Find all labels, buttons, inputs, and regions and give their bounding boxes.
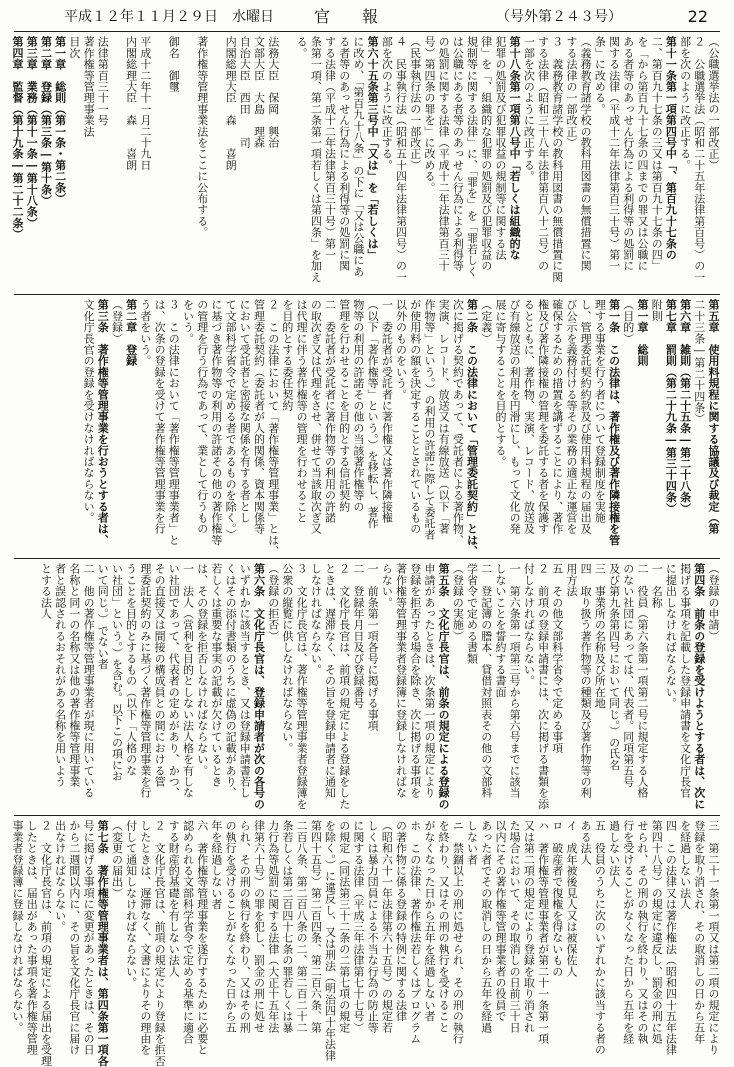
text-line: ニ 禁錮以上の刑に処せられ、その刑の執行 (451, 820, 465, 1044)
text-line: に関する法律（平成三年法律第七十七号） (351, 820, 365, 1033)
text-line: がなくなった日から五年を経過しない者 (422, 820, 436, 1022)
text-line: 理委託契約のみに基づく著作権等管理事業を行 (138, 563, 152, 799)
tier-divider-3 (14, 815, 720, 816)
text-line: ２ 文化庁長官は、前項の規定により登録を拒否 (153, 820, 167, 1067)
text-line: 学省令で定める書類 (465, 563, 479, 664)
text-line: （昭和六十一年法律第六十五号）の規定若 (380, 820, 394, 1033)
text-line: 附則 (650, 299, 664, 322)
text-line: は代理に伴う著作権等の管理を行わせること (295, 299, 309, 523)
text-line: 又は第二項の規定により登録を取り消され (522, 820, 536, 1033)
text-line: （目的） (621, 299, 635, 344)
text-line: 及び第九条第四号において同じ。）の氏名 (607, 563, 621, 771)
text-line (109, 36, 123, 290)
text-line: 第七章 罰則（第二十九条―第三十四条） (664, 299, 678, 514)
text-line: 一 前条第一項各号に掲げる事項 (366, 563, 380, 731)
tier-divider-2 (14, 558, 720, 559)
text-line: う者をいう。 (138, 299, 152, 367)
text-line: 法律第百三十一号 (96, 36, 110, 126)
text-line: とする法人 (39, 563, 53, 619)
text-line: 公衆の縦覧に供しなければならない。 (280, 563, 294, 754)
text-line: 行を受けることがなくなった日から五年を経 (621, 820, 635, 1044)
text-line: ３ 文化庁長官は、著作権等管理事業者登録簿を (295, 563, 309, 810)
text-line: 内閣総理大臣 森 喜朗 (124, 36, 138, 171)
header-issue-number: （号外第２４３号） (496, 9, 622, 25)
text-line: （民事執行法の一部改正） (408, 36, 422, 171)
text-line: 平成十二年十一月二十九日 (138, 36, 152, 171)
text-line: ある者等のあっせん行為による利得等の処罰に (621, 36, 635, 272)
text-line: 第二条 この法律において「管理委託契約」とは、 (465, 299, 479, 557)
text-line (180, 36, 194, 290)
text-line: 一 法人（営利を目的としない法人格を有しな (181, 563, 195, 799)
text-line: 付して通知しなければならない。 (124, 820, 138, 988)
text-line: 作物等」という。）の利用の許諾に際して委託者 (422, 299, 436, 540)
text-line: しない者 (465, 820, 479, 865)
text-line: （登録） (110, 299, 124, 344)
text-line: ２ 前項の登録申請書には、次に掲げる書類を添 (536, 563, 550, 810)
text-line: 次に掲げる契約であって、受託者による著作物、 (451, 299, 465, 546)
text-line: を経過しない法人 (678, 820, 692, 910)
text-line: い社団であって、代表者の定めがあり、かつ、 (167, 563, 181, 799)
text-line: ときは、遅滞なく、その旨を登録申請者に通知 (323, 563, 337, 799)
text-line: るとともに、著作物、実演、レコード、放送及 (522, 299, 536, 535)
text-line: 以内にその著作権等管理事業者の役員で (493, 820, 507, 1022)
text-line: 登録を取り消され、その取消しの日から五年 (692, 820, 706, 1044)
text-line: を「から第百九十七条の四までの罪又は公職に (635, 36, 649, 272)
text-line: 認められる文部科学省令で定める基準に適合 (181, 820, 195, 1044)
text-line: は公職にある者等のあっせん行為による利得等 (451, 36, 465, 272)
text-line: のない社団にあっては、代表者。同項第五号 (621, 563, 635, 787)
text-line: らない。 (380, 563, 394, 608)
text-line: ロ 破産者で復権を得ないもの (550, 820, 564, 977)
text-line: 第六十五条第三号中「又は」を「若しくは」 (366, 36, 380, 260)
text-line: 展に寄与することを目的とする。 (493, 299, 507, 467)
text-line: 者と誤認されるおそれがある名称を用いよう (53, 563, 67, 787)
text-line: （登録の申請） (707, 563, 720, 642)
text-line: の規定（同法第三十二条の二第七項の規定 (337, 820, 351, 1033)
text-line: は、その登録を拒否しなければならない。 (195, 563, 209, 776)
text-line: ある法人 (579, 820, 593, 865)
text-line: 犯罪の処罰及び犯罪収益の規制等に関する法 (493, 36, 507, 260)
text-line: 年を経過しない者 (209, 820, 223, 910)
text-line: したときは、届出があった事項を著作権等管理 (25, 820, 39, 1056)
text-line: 二 役員（第六条第一項第二号に規定する人格 (635, 563, 649, 799)
text-line: 三 事業所の名称及び所在地 (593, 563, 607, 709)
text-line: 第二章 登録 (124, 299, 138, 367)
text-line: 若しくは重要な事実の記載が欠けているとき (209, 563, 223, 787)
text-line: （義務教育諸学校の教科用図書の無償措置に関 (579, 36, 593, 272)
text-line: ４ 民事執行法（昭和五十四年法律第四号）の一 (394, 36, 408, 283)
text-line: 二 登録年月日及び登録番号 (351, 563, 365, 709)
text-line: 目次 (67, 36, 81, 59)
text-line: 出なければならない。 (53, 820, 67, 932)
text-line: 付しなければならない。 (522, 563, 536, 687)
text-line: 御名 御璽 (167, 36, 181, 92)
text-line: 第七条 著作権等管理事業者は、第四条第一項各 (96, 820, 110, 1067)
text-line: したときは、遅滞なく、文書によりその理由を (138, 820, 152, 1056)
text-line: を終わり、又はその刑の執行を受けること (437, 820, 451, 1033)
text-line: いて同じ。）でない者 (96, 563, 110, 670)
text-line: 条若しくは第二百四十七条の罪若しくは暴 (280, 820, 294, 1033)
text-line: 四 この法律又は著作権法（昭和四十五年法律 (664, 820, 678, 1056)
text-line: 律第六十号）の罪を犯し、罰金の刑に処せ (252, 820, 266, 1033)
text-line: くはその添付書類のうちに虚偽の記載があり、 (224, 563, 238, 799)
text-line: 事業者登録簿に登録しなければならない。 (11, 820, 25, 1033)
text-line: 第四十八号）の規定に違反し、罰金の刑に処 (650, 820, 664, 1044)
text-line: 部を次のように改正する。 (678, 36, 692, 171)
text-line: が使用料の額を決定することとされているもの (408, 299, 422, 535)
text-line: 二、第百九十七条の三又は第百九十七条の四」 (650, 36, 664, 272)
text-line: の執行を受けることがなくなった日から五 (224, 820, 238, 1033)
text-line: から二週間以内に、その旨を文化庁長官に届け (67, 820, 81, 1056)
text-line: ２ この法律において「著作権等管理事業」とは、 (266, 299, 280, 557)
text-line: し、管理委託契約約款及び使用料規程の届出及 (579, 299, 593, 535)
tier-divider-1 (14, 294, 720, 295)
tier-1-text (11, 36, 720, 290)
text-line: 第三条 著作権等管理事業を行おうとする者は、 (96, 299, 110, 546)
text-line: 規制等に関する法律」に、「罪を」を「罪若しく (465, 36, 479, 277)
text-line: 第一章 総則（第一条・第二条） (53, 36, 67, 204)
text-line: を除く。）に違反し、又は刑法（明治四十年法律 (323, 820, 337, 1061)
text-line: 第三章 業務（第十一条―第十八条） (25, 36, 39, 229)
text-line: する法律の一部改正） (564, 36, 578, 148)
tier-4-text (11, 820, 720, 1067)
text-line: 確保するための措置を講ずることにより、著作 (550, 299, 564, 535)
text-line: イ 成年被後見人又は被保佐人 (564, 820, 578, 977)
text-line: 登録を拒否する場合を除き、次に掲げる事項を (408, 563, 422, 799)
text-line: 二 委託者が受託者に著作物等の利用の許諾 (323, 299, 337, 523)
text-line: 五 その他文部科学省令で定める事項 (550, 563, 564, 754)
text-tier-2 (14, 299, 720, 557)
text-line: （定義） (479, 299, 493, 344)
text-line: しなければならない。 (309, 563, 323, 675)
text-line: ２ 文化庁長官は、前項の規定による登録をした (337, 563, 351, 810)
text-line: 六 著作権等管理事業を遂行するために必要と (195, 820, 209, 1056)
text-line: うことを目的とするもの（以下「人格のな (124, 563, 138, 776)
text-line: （登録の実施） (451, 563, 465, 642)
text-line: の著作物に係る登録の特例に関する法律 (394, 820, 408, 1022)
text-line: 以外のものをいう。 (394, 299, 408, 400)
text-line: あった者でその取消しの日から五年を経過 (479, 820, 493, 1033)
text-line: する法律（昭和三十八年法律第百八十二号）の (536, 36, 550, 272)
text-line: （以下「著作権等」という。）を移転し、著作 (366, 299, 380, 529)
text-line: ２ 公職選挙法（昭和二十五年法律第百号）の一 (692, 36, 706, 283)
text-line: の管理を行う行為であって、業として行うもの (195, 299, 209, 535)
gazette-header (14, 6, 720, 30)
text-line: 関する法律（平成十二年法律第百三十号）第一 (607, 36, 621, 272)
tier-3-text (14, 563, 720, 811)
text-line: 理する事業を行う者について登録制度を実施 (593, 299, 607, 523)
header-title: 官 報 (314, 7, 387, 26)
text-line: いずれかに該当するとき、又は登録申請書若し (238, 563, 252, 799)
text-line: 第六条 文化庁長官は、登録申請者が次の各号の (252, 563, 266, 810)
text-line: をいう。 (181, 299, 195, 344)
text-line: 著作権等管理事業法をここに公布する。 (195, 36, 209, 238)
text-line: （公職選挙法の一部改正） (707, 36, 720, 171)
text-line: ハ 著作権等管理事業者が第二十一条第一項 (536, 820, 550, 1044)
text-line: 第十八条第一項第八号中「若しくは組織的な (508, 36, 522, 260)
text-line: （登録の拒否） (266, 563, 280, 642)
text-line: に改め、「第百九十八条」の下に「又は公職にあ (351, 36, 365, 277)
text-line: 律」を「、組織的な犯罪の処罰及び犯罪収益の (479, 36, 493, 272)
text-line: 条」に改める。 (593, 36, 607, 115)
text-line: 自治大臣 西田 司 (238, 36, 252, 148)
text-line: 第一章 総則 (635, 299, 649, 367)
text-line: せられ、その刑の執行を終わり、又はその執 (635, 820, 649, 1044)
text-line: 一 委託者が受託者に著作権又は著作隣接権 (380, 299, 394, 523)
text-line: 文化庁長官の登録を受けなければならない。 (82, 299, 96, 523)
text-line (152, 36, 166, 290)
text-line: ３ この法律において「著作権等管理事業者」と (167, 299, 181, 546)
text-line: 過しない法人 (607, 820, 621, 888)
text-line: 著作権等管理事業法 (82, 36, 96, 137)
text-line (209, 36, 223, 290)
text-tier-4 (11, 820, 720, 1067)
text-line: 三 第二十一条第一項又は第二項の規定により (707, 820, 720, 1056)
text-line: 号に掲げる事項に変更があったときは、その日 (82, 820, 96, 1056)
text-line: 力行為等処罰に関する法律（大正十五年法 (266, 820, 280, 1033)
text-line: 実演、レコード、放送又は有線放送（以下「著 (437, 299, 451, 535)
text-line: 条第一項、第二条第一項若しくは第四条」を加え (309, 36, 323, 283)
text-line: た場合において、その取消しの日前三十日 (508, 820, 522, 1033)
text-line: 一 名称 (650, 563, 664, 608)
text-line: （変更の届出） (110, 820, 124, 899)
text-line: 第六章 雑則（第二十五条―第二十八条） (678, 299, 692, 514)
text-line: 二 登記簿の謄本、貸借対照表その他の文部科 (479, 563, 493, 799)
tier-2-text (14, 299, 720, 557)
text-line: い社団」という。）を含む。以下この項にお (110, 563, 124, 782)
text-line: 二 他の著作権等管理事業者が現に用いている (82, 563, 96, 799)
text-line: 第一条 この法律は、著作権及び著作隣接権を管 (607, 299, 621, 546)
text-line: 管理委託契約（委託者が人的関係、資本関係等 (252, 299, 266, 535)
text-line: 第四章 監督（第十九条―第二十二条） (11, 36, 25, 240)
text-line: て文部科学省令で定める者であるものを除く。） (224, 299, 238, 540)
text-line: 二百八条、第二百八条の二、第二百二十二 (295, 820, 309, 1033)
text-line: 文部大臣 大島 理森 (252, 36, 266, 148)
text-line: 四 取り扱う著作物等の種類及び著作物等の利 (579, 563, 593, 799)
text-line: られ、その刑の執行を終わり、又はその刑 (238, 820, 252, 1033)
text-line: る。 (295, 36, 309, 59)
text-line: 第五条 文化庁長官は、前条の規定による登録の (437, 563, 451, 810)
header-rule (14, 31, 720, 32)
text-line: 内閣総理大臣 森 喜朗 (224, 36, 238, 171)
text-line: 掲げる事項を記載した登録申請書を文化庁長官 (678, 563, 692, 799)
text-line: 第五章 使用料規程に関する協議及び裁定（第 (707, 299, 720, 535)
text-line: び公示を義務付ける等その業務の適正な運営を (564, 299, 578, 535)
text-line: 管理を行わせることを目的とする信託契約 (337, 299, 351, 512)
text-line: 用方法 (564, 563, 578, 597)
text-line: 一部を次のように改正する。 (522, 36, 536, 182)
text-line: ２ 文化庁長官は、前項の規定による届出を受理 (39, 820, 53, 1067)
text-line: 申請があったときは、次条第一項の規定により (422, 563, 436, 799)
text-line: その直接又は間接の構成員との間における管 (153, 563, 167, 787)
text-line: しくは暴力団員による不当な行為の防止等 (366, 820, 380, 1033)
text-line: に基づき著作物等の利用の許諾その他の著作権等 (209, 299, 223, 546)
text-line: しないことを誓約する書面 (493, 563, 507, 698)
text-line: 五 役員のうちに次のいずれかに該当する者の (593, 820, 607, 1056)
text-tier-3 (14, 563, 720, 811)
text-line: 二十三条―第二十四条） (692, 299, 706, 425)
text-line: する財産的基礎を有しない法人 (167, 820, 181, 977)
text-line: ３ 義務教育諸学校の教科用図書の無償措置に関 (550, 36, 564, 283)
text-line: 第四条 前条の登録を受けようとする者は、次に (692, 563, 706, 810)
text-line: 第四十五号）第二百四条、第二百六条、第 (309, 820, 323, 1033)
text-line: び有線放送の利用を円滑にし、もって文化の発 (508, 299, 522, 535)
text-line: に提出しなければならない。 (664, 563, 678, 709)
text-line: 一 第六条第一項第三号から第六号までに該当 (508, 563, 522, 799)
text-line: 第十一条第一項第四号中「、第百九十七条の (664, 36, 678, 260)
text-line: 部を次のように改正する。 (380, 36, 394, 171)
text-line: 名称と同一の名称又は他の著作権等管理事業 (67, 563, 81, 787)
text-line: の処罰に関する法律（平成十二年法律第百三十 (437, 36, 451, 272)
text-line: ホ この法律、著作権法若しくはプログラム (408, 820, 422, 1044)
text-line: 権及び著作隣接権の管理を委託する者を保護す (536, 299, 550, 535)
text-line: 法務大臣 保岡 興治 (266, 36, 280, 148)
text-line: は、次条の登録を受けて著作権等管理事業を行 (153, 299, 167, 535)
text-line: する法律（平成十二年法律第百三十号）第一 (323, 36, 337, 260)
text-line: 物等の利用の許諾その他の当該著作権等の (351, 299, 365, 512)
text-line: 第二章 登録（第三条―第十条） (39, 36, 53, 206)
text-line: において受託者と密接な関係を有する者とし (238, 299, 252, 523)
page-number: 22 (687, 7, 708, 26)
text-line (280, 36, 294, 290)
text-line: 号）第四条の罪を」に改める。 (422, 36, 436, 193)
text-line: の取次ぎ又は代理をさせ、併せて当該取次ぎ又 (309, 299, 323, 535)
header-date: 平成１２年１１月２９日 水曜日 (64, 9, 274, 25)
text-tier-1 (11, 36, 720, 290)
text-line: 著作権等管理事業者登録簿に登録しなければな (394, 563, 408, 799)
text-line: る者等のあっせん行為による利得等の処罰に関 (337, 36, 351, 272)
text-line: を目的とする委任契約 (280, 299, 294, 411)
